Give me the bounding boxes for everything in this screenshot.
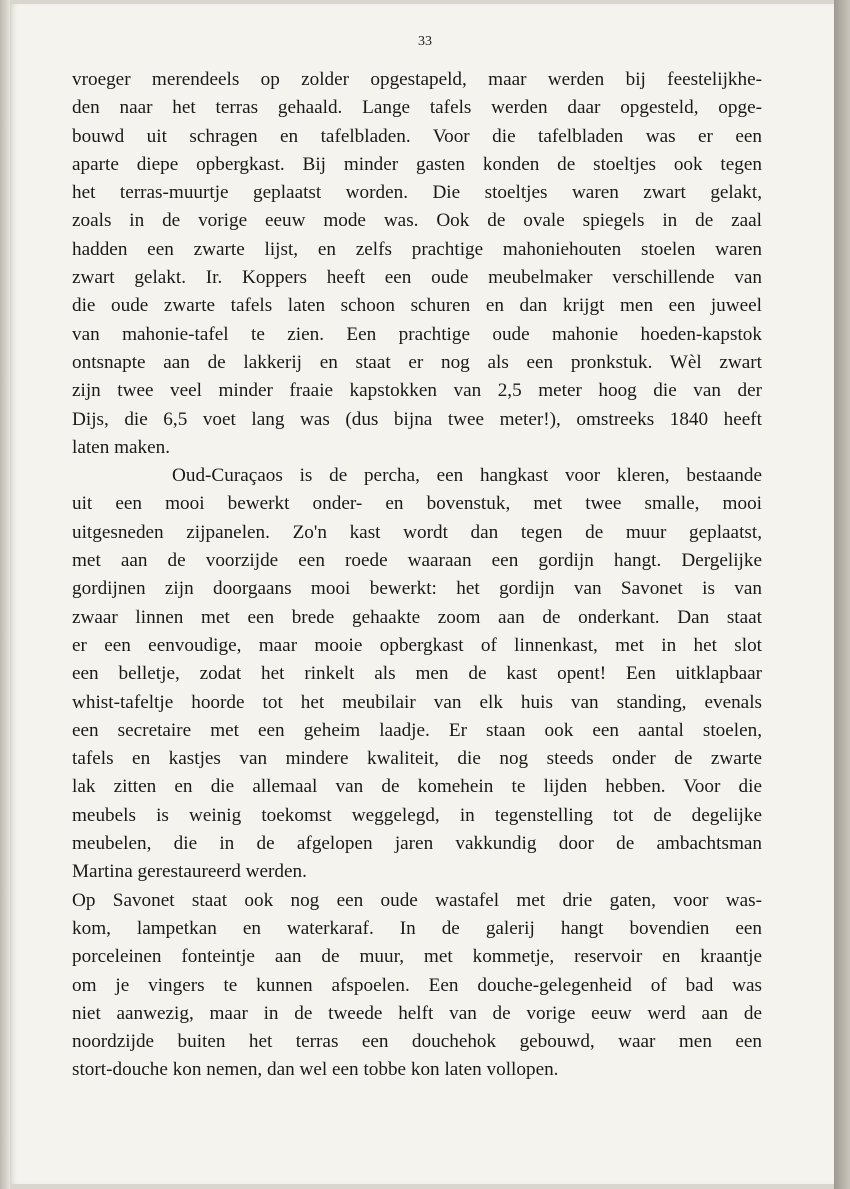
text-line: gordijnen zijn doorgaans mooi bewerkt: het gordijn van Savonet is van <box>72 578 762 600</box>
text-line: zwaar linnen met een brede gehaakte zoom aan de onderkant. Dan staat <box>72 606 762 628</box>
text-line: bouwd uit schragen en tafelbladen. Voor die tafelbladen was er een <box>72 125 762 147</box>
text-line: Oud-Curaçaos is de percha, een hangkast voor kleren, bestaande <box>172 465 762 487</box>
text-line: Martina gerestaureerd werden. <box>72 861 307 883</box>
text-line: van mahonie-tafel te zien. Een prachtige oude mahonie hoeden-kapstok <box>72 323 762 345</box>
page-number: 33 <box>418 34 432 49</box>
text-line: hadden een zwarte lijst, en zelfs prachtige mahoniehouten stoelen waren <box>72 238 762 260</box>
text-line: whist-tafeltje hoorde tot het meubilair van elk huis van standing, evenals <box>72 691 762 713</box>
text-line: tafels en kastjes van mindere kwaliteit, die nog steeds onder de zwarte <box>72 748 762 770</box>
book-binding-left <box>0 0 10 1189</box>
text-line: porceleinen fonteintje aan de muur, met kommetje, reservoir en kraantje <box>72 946 762 968</box>
text-line: uitgesneden zijpanelen. Zo'n kast wordt dan tegen de muur geplaatst, <box>72 521 762 543</box>
text-line: een secretaire met een geheim laadje. Er staan ook een aantal stoelen, <box>72 719 762 741</box>
text-line: uit een mooi bewerkt onder- en bovenstuk, met twee smalle, mooi <box>72 493 762 515</box>
text-line: die oude zwarte tafels laten schoon schuren en dan krijgt men een juweel <box>72 295 762 317</box>
text-line: kom, lampetkan en waterkaraf. In de galerij hangt bovendien een <box>72 917 762 939</box>
text-line: ontsnapte aan de lakkerij en staat er nog als een pronkstuk. Wèl zwart <box>72 351 762 373</box>
text-line: lak zitten en die allemaal van de komehein te lijden hebben. Voor die <box>72 776 762 798</box>
text-line: Op Savonet staat ook nog een oude wastafel met drie gaten, voor was- <box>72 889 762 911</box>
book-edge-right <box>834 0 850 1189</box>
text-line: zoals in de vorige eeuw mode was. Ook de ovale spiegels in de zaal <box>72 210 762 232</box>
text-line: om je vingers te kunnen afspoelen. Een douche-gelegenheid of bad was <box>72 974 762 996</box>
text-line: meubels is weinig toekomst weggelegd, in tegenstelling tot de degelijke <box>72 804 762 826</box>
text-line: zijn twee veel minder fraaie kapstokken van 2,5 meter hoog die van der <box>72 380 762 402</box>
text-line: Dijs, die 6,5 voet lang was (dus bijna twee meter!), omstreeks 1840 heeft <box>72 408 762 430</box>
body-text <box>72 66 762 1085</box>
text-line: niet aanwezig, maar in de tweede helft van de vorige eeuw werd aan de <box>72 1002 762 1024</box>
text-line: een belletje, zodat het rinkelt als men de kast opent! Een uitklapbaar <box>72 663 762 685</box>
text-line: aparte diepe opbergkast. Bij minder gasten konden de stoeltjes ook tegen <box>72 153 762 175</box>
text-line: het terras-muurtje geplaatst worden. Die stoeltjes waren zwart gelakt, <box>72 182 762 204</box>
text-line: meubelen, die in de afgelopen jaren vakkundig door de ambachtsman <box>72 833 762 855</box>
text-line: er een eenvoudige, maar mooie opbergkast of linnenkast, met in het slot <box>72 634 762 656</box>
text-line: laten maken. <box>72 436 171 458</box>
text-line: vroeger merendeels op zolder opgestapeld, maar werden bij feestelijkhe- <box>72 69 762 90</box>
text-line: zwart gelakt. Ir. Koppers heeft een oude meubelmaker verschillende van <box>72 267 762 289</box>
text-line: noordzijde buiten het terras een douchehok gebouwd, waar men een <box>72 1031 762 1053</box>
text-line: stort-douche kon nemen, dan wel een tobbe kon laten vollopen. <box>72 1059 559 1081</box>
text-line: met aan de voorzijde een roede waaraan een gordijn hangt. Dergelijke <box>72 550 762 572</box>
text-line: den naar het terras gehaald. Lange tafels werden daar opgesteld, opge- <box>72 97 762 119</box>
